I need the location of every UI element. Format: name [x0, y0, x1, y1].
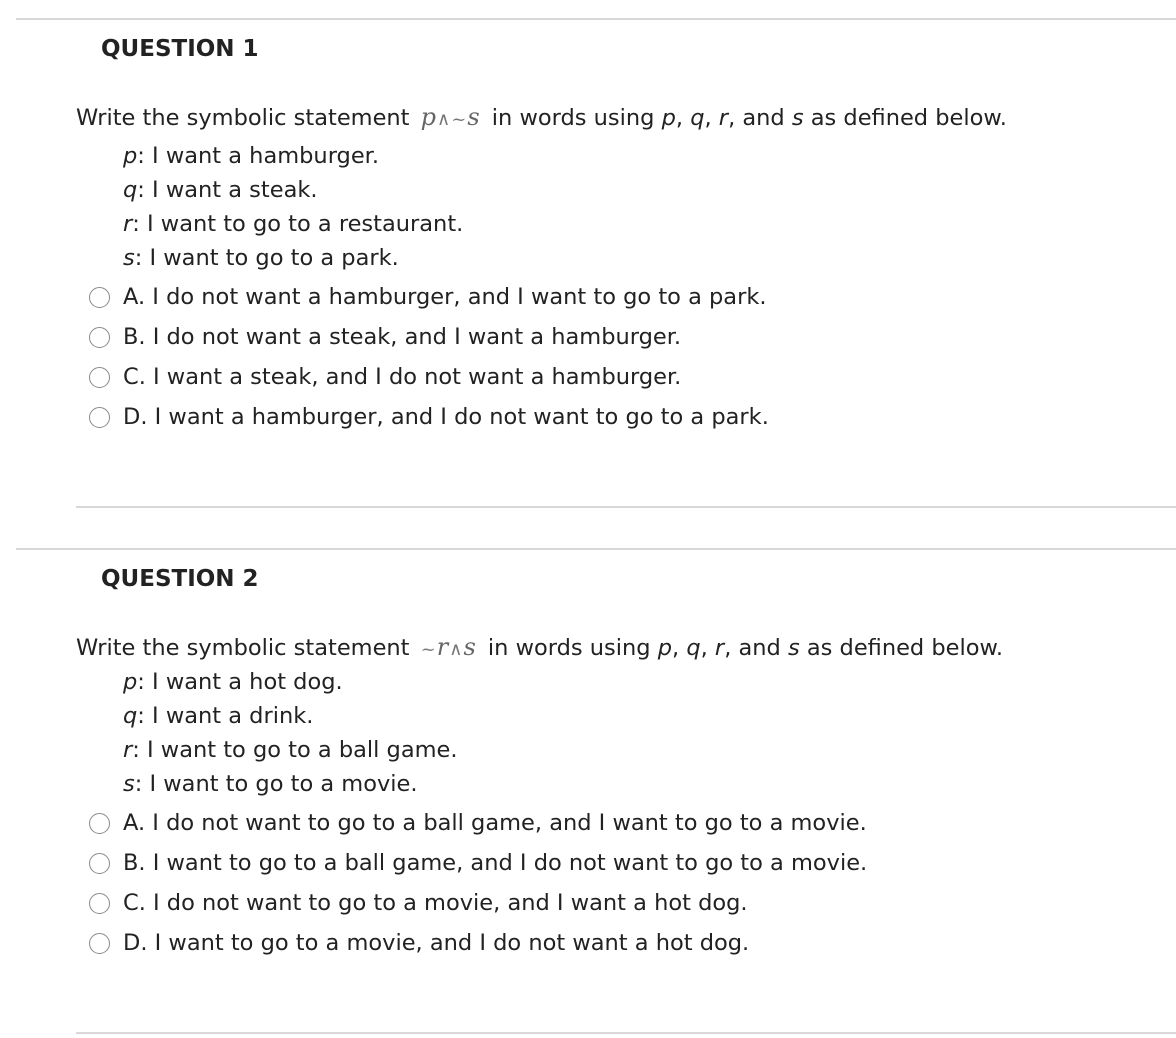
- question-2-prompt-after: in words using: [487, 635, 658, 661]
- question-1-definitions: [123, 139, 463, 275]
- question-1-prompt-lead: Write the symbolic statement: [76, 105, 410, 131]
- question-1-prompt-tail: as defined below.: [803, 105, 1007, 131]
- definition-text: I want to go to a restaurant.: [147, 211, 464, 237]
- question-1-option-c[interactable]: [89, 357, 769, 397]
- definition-item: q: I want a steak.: [123, 177, 318, 203]
- question-2-top-divider: [16, 548, 1176, 550]
- question-2-title: QUESTION 2: [101, 566, 259, 592]
- question-2-option-c[interactable]: [89, 883, 867, 923]
- definition-text: I want a hamburger.: [152, 143, 380, 169]
- symbolic-operator: ∧~: [437, 109, 468, 130]
- question-1-prompt: Write the symbolic statement p∧~s in words using p, q, r, and s as defined below.: [76, 103, 1007, 131]
- prompt-var-r: r: [714, 635, 725, 661]
- definition-var: s: [123, 245, 135, 271]
- definition-item: r: I want to go to a ball game.: [123, 737, 458, 763]
- prompt-var-r: r: [718, 105, 729, 131]
- symbolic-operator: ∧: [449, 639, 464, 660]
- symbolic-var-b: s: [467, 103, 481, 131]
- question-2-option-d[interactable]: [89, 923, 867, 963]
- prompt-var-p: p: [657, 635, 672, 661]
- definition-item: p: I want a hot dog.: [123, 669, 343, 695]
- question-2-prompt-lead: Write the symbolic statement: [76, 635, 410, 661]
- question-1-options: [89, 277, 769, 437]
- option-label[interactable]: C. I do not want to go to a movie, and I want a hot dog.: [123, 890, 748, 916]
- option-label[interactable]: D. I want to go to a movie, and I do not want a hot dog.: [123, 930, 750, 956]
- question-2-option-b[interactable]: [89, 843, 867, 883]
- definition-item: q: I want a drink.: [123, 703, 314, 729]
- option-label[interactable]: A. I do not want to go to a ball game, and I want to go to a movie.: [123, 810, 867, 836]
- prompt-var-p: p: [661, 105, 676, 131]
- question-1-bottom-divider: [76, 506, 1176, 508]
- question-1-title: QUESTION 1: [101, 36, 259, 62]
- definition-var: q: [123, 703, 138, 729]
- definition-var: q: [123, 177, 138, 203]
- definition-item: p: I want a hamburger.: [123, 143, 380, 169]
- definition-var: s: [123, 771, 135, 797]
- definition-var: r: [123, 737, 133, 763]
- definition-item: s: I want to go to a movie.: [123, 771, 418, 797]
- definition-item: s: I want to go to a park.: [123, 245, 399, 271]
- definition-text: I want a steak.: [152, 177, 318, 203]
- definition-text: I want a drink.: [152, 703, 314, 729]
- radio-button-d[interactable]: [89, 933, 110, 954]
- radio-button-a[interactable]: [89, 287, 110, 308]
- symbolic-negation: ~: [420, 639, 437, 660]
- symbolic-var-b: s: [463, 633, 477, 661]
- definition-var: p: [123, 669, 138, 695]
- option-label[interactable]: A. I do not want a hamburger, and I want to go to a park.: [123, 284, 767, 310]
- question-2-symbolic-statement: [421, 633, 477, 661]
- definition-text: I want to go to a ball game.: [147, 737, 458, 763]
- definition-var: p: [123, 143, 138, 169]
- radio-button-c[interactable]: [89, 367, 110, 388]
- question-1-prompt-after: in words using: [491, 105, 662, 131]
- symbolic-var-a: p: [420, 103, 438, 131]
- definition-text: I want a hot dog.: [152, 669, 343, 695]
- radio-button-a[interactable]: [89, 813, 110, 834]
- definition-text: I want to go to a park.: [149, 245, 399, 271]
- question-1-option-b[interactable]: [89, 317, 769, 357]
- prompt-var-q: q: [690, 105, 705, 131]
- option-label[interactable]: B. I do not want a steak, and I want a hamburger.: [123, 324, 682, 350]
- question-2-prompt-tail: as defined below.: [799, 635, 1003, 661]
- prompt-var-q: q: [686, 635, 701, 661]
- definition-item: r: I want to go to a restaurant.: [123, 211, 464, 237]
- prompt-var-s: s: [787, 635, 800, 661]
- symbolic-var-a: r: [436, 633, 450, 661]
- question-1-option-a[interactable]: [89, 277, 769, 317]
- question-1-option-d[interactable]: [89, 397, 769, 437]
- question-2-options: [89, 803, 867, 963]
- question-1-symbolic-statement: [421, 103, 481, 131]
- prompt-var-s: s: [791, 105, 804, 131]
- question-2-prompt: Write the symbolic statement ~r∧s in words using p, q, r, and s as defined below.: [76, 633, 1003, 661]
- option-label[interactable]: C. I want a steak, and I do not want a hamburger.: [123, 364, 682, 390]
- option-label[interactable]: D. I want a hamburger, and I do not want to go to a park.: [123, 404, 769, 430]
- question-2-bottom-divider: [76, 1032, 1176, 1034]
- radio-button-d[interactable]: [89, 407, 110, 428]
- question-2-option-a[interactable]: [89, 803, 867, 843]
- option-label[interactable]: B. I want to go to a ball game, and I do not want to go to a movie.: [123, 850, 868, 876]
- question-1-top-divider: [16, 18, 1176, 20]
- definition-text: I want to go to a movie.: [149, 771, 418, 797]
- radio-button-b[interactable]: [89, 327, 110, 348]
- radio-button-c[interactable]: [89, 893, 110, 914]
- definition-var: r: [123, 211, 133, 237]
- question-2-definitions: [123, 665, 458, 801]
- radio-button-b[interactable]: [89, 853, 110, 874]
